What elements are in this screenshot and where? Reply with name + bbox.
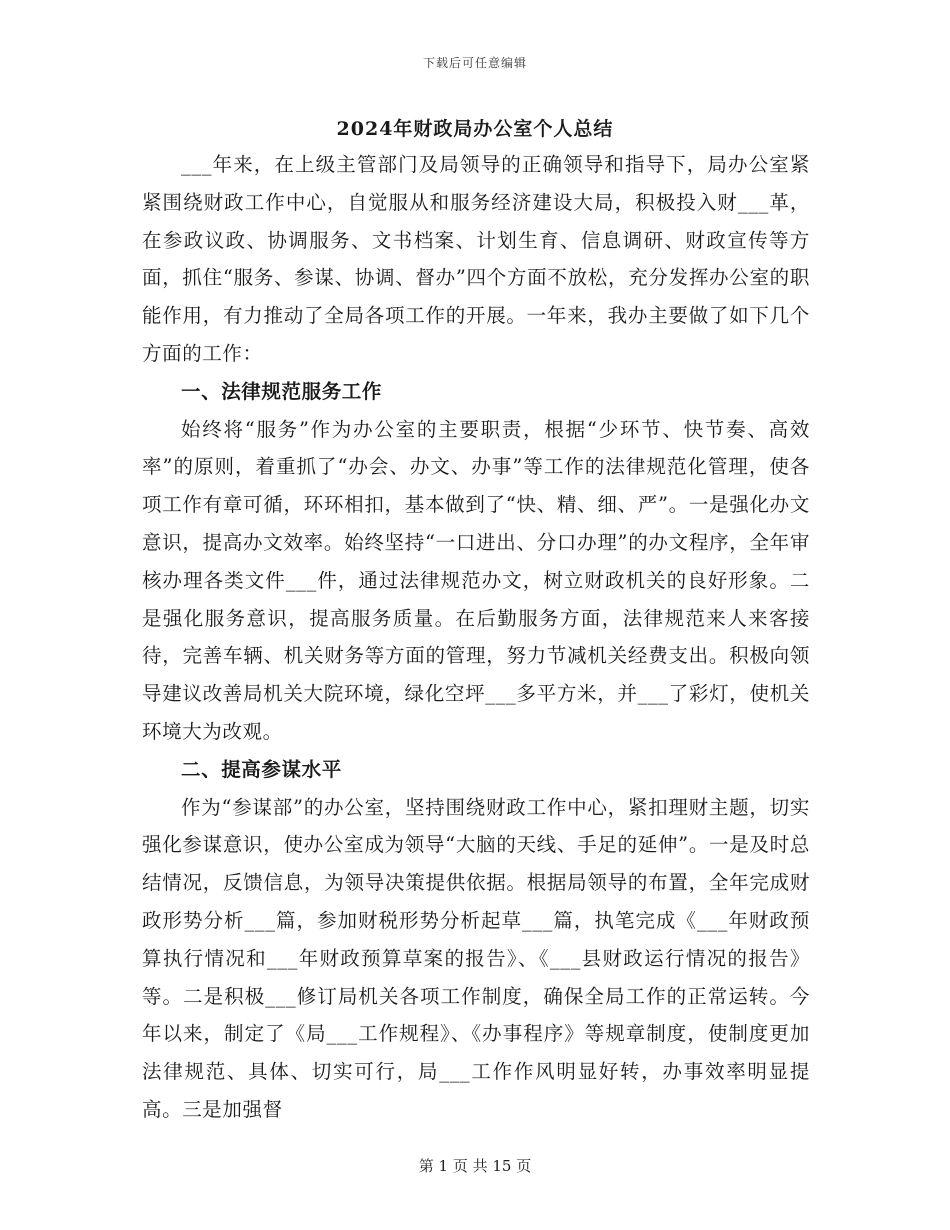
document-body	[142, 146, 810, 1129]
document-title: 2024年财政局办公室个人总结	[336, 118, 614, 140]
section-1-paragraph: 始终将“服务”作为办公室的主要职责，根据“少环节、快节奏、高效率”的原则，着重抓了“办会、办文、办事”等工作的法律规范化管理，使各项工作有章可循，环环相扣，基本做到了“快、精、细、严”。一是强化办文意识，提高办文效率。始终坚持“一口进出、分口办理”的办文程序，全年审核办理各类文件___件，通过法律规范办文，树立财政机关的良好形象。二是强化服务意识，提高服务质量。在后勤服务方面，法律规范来人来客接待，完善车辆、机关财务等方面的管理，努力节减机关经费支出。积极向领导建议改善局机关大院环境，绿化空坪___多平方米，并___了彩灯，使机关环境大为改观。	[142, 417, 810, 743]
page-footer: 第 1 页 共 15 页	[418, 1157, 532, 1175]
intro-paragraph: ___年来，在上级主管部门及局领导的正确领导和指导下，局办公室紧紧围绕财政工作中心，自觉服从和服务经济建设大局，积极投入财___革，在参政议政、协调服务、文书档案、计划生育、信息调研、财政宣传等方面，抓住“服务、参谋、协调、督办”四个方面不放松，充分发挥办公室的职能作用，有力推动了全局各项工作的开展。一年来，我办主要做了如下几个方面的工作：	[142, 153, 810, 365]
section-2-paragraph: 作为“参谋部”的办公室，坚持围绕财政工作中心，紧扣理财主题，切实强化参谋意识，使办公室成为领导“大脑的天线、手足的延伸”。一是及时总结情况，反馈信息，为领导决策提供依据。根据局领导的布置，全年完成财政形势分析___篇，参加财税形势分析起草___篇，执笔完成《___年财政预算执行情况和___年财政预算草案的报告》、《___县财政运行情况的报告》等。二是积极___修订局机关各项工作制度，确保全局工作的正常运转。今年以来，制定了《局___工作规程》、《办事程序》等规章制度，使制度更加法律规范、具体、切实可行，局___工作作风明显好转，办事效率明显提高。三是加强督	[142, 795, 810, 1121]
section-heading-1: 一、法律规范服务工作	[181, 379, 383, 403]
section-heading-2: 二、提高参谋水平	[181, 757, 342, 781]
header-note: 下载后可任意编辑	[422, 56, 527, 70]
